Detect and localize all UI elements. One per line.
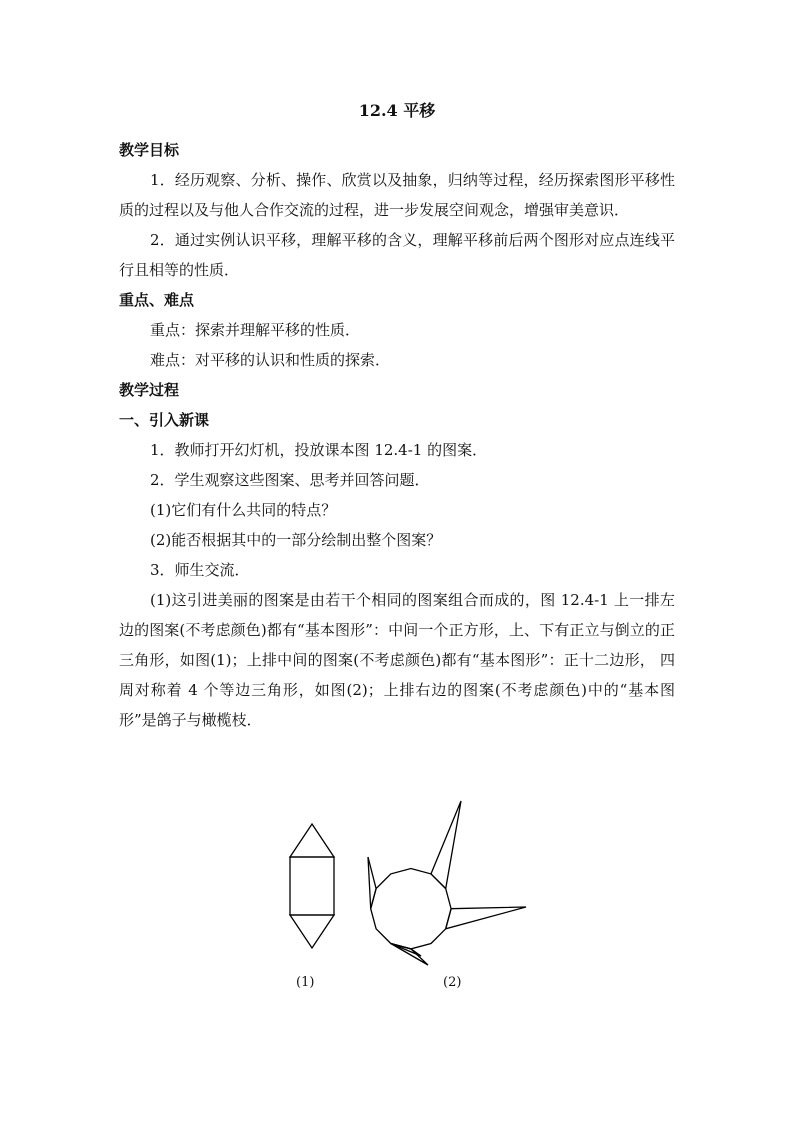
difficulty: 难点：对平移的认识和性质的探索．: [150, 351, 391, 369]
question-1: (1)它们有什么共同的特点？: [150, 501, 337, 519]
heading-process: 教学过程: [119, 381, 180, 399]
figure1-caption: (1): [296, 975, 315, 990]
geometry-figure: [280, 795, 540, 1000]
question-2: (2)能否根据其中的一部分绘制出整个图案？: [150, 531, 442, 549]
goal-1: 1．经历观察、分析、操作、欣赏以及抽象，归纳等过程，经历探索图形平移性质的过程以及与他人合作交流的过程，进一步发展空间观念，增强审美意识．: [119, 171, 675, 219]
figure1-bottom-triangle: [290, 915, 334, 948]
step-2: 2．学生观察这些图案、思考并回答问题．: [150, 471, 430, 489]
document-body: [119, 98, 675, 735]
explanation-paragraph: (1)这引进美丽的图案是由若干个相同的图案组合而成的，图 12.4-1 上一排左边的图案(不考虑颜色)都有“基本图形”：中间一个正方形，上、下有正立与倒立的正三角形，如图(1)；上排中间的图案(不考虑颜色)都有“基本图形”：正十二边形， 四周对称着 4 个等边三角形，如图(2)；上排右边的图案(不考虑颜色)中的“基本图形”是鸽子与橄榄枝．: [119, 591, 675, 729]
heading-key-points: 重点、难点: [119, 291, 195, 309]
heading-goals: 教学目标: [119, 141, 180, 159]
subheading-intro: 一、引入新课: [119, 411, 210, 429]
figure1-square: [290, 857, 334, 915]
figure2-dodecagon: [371, 869, 451, 949]
page-title: 12.4 平移: [358, 101, 436, 120]
figure2-caption: (2): [443, 975, 462, 990]
goal-2: 2．通过实例认识平移，理解平移的含义，理解平移前后两个图形对应点连线平行且相等的性质．: [119, 231, 675, 279]
figure2-triangle-top: [431, 801, 461, 889]
figure2-triangle-right: [446, 907, 526, 929]
step-3: 3．师生交流．: [150, 561, 250, 579]
figure2-triangle-bottom-real: [391, 944, 428, 966]
figure1-top-triangle: [290, 824, 334, 857]
step-1: 1．教师打开幻灯机，投放课本图 12.4-1 的图案．: [150, 441, 488, 459]
figure2-triangle-left: [368, 857, 376, 909]
figure-svg: [280, 795, 540, 1000]
key-point: 重点：探索并理解平移的性质．: [150, 321, 361, 339]
